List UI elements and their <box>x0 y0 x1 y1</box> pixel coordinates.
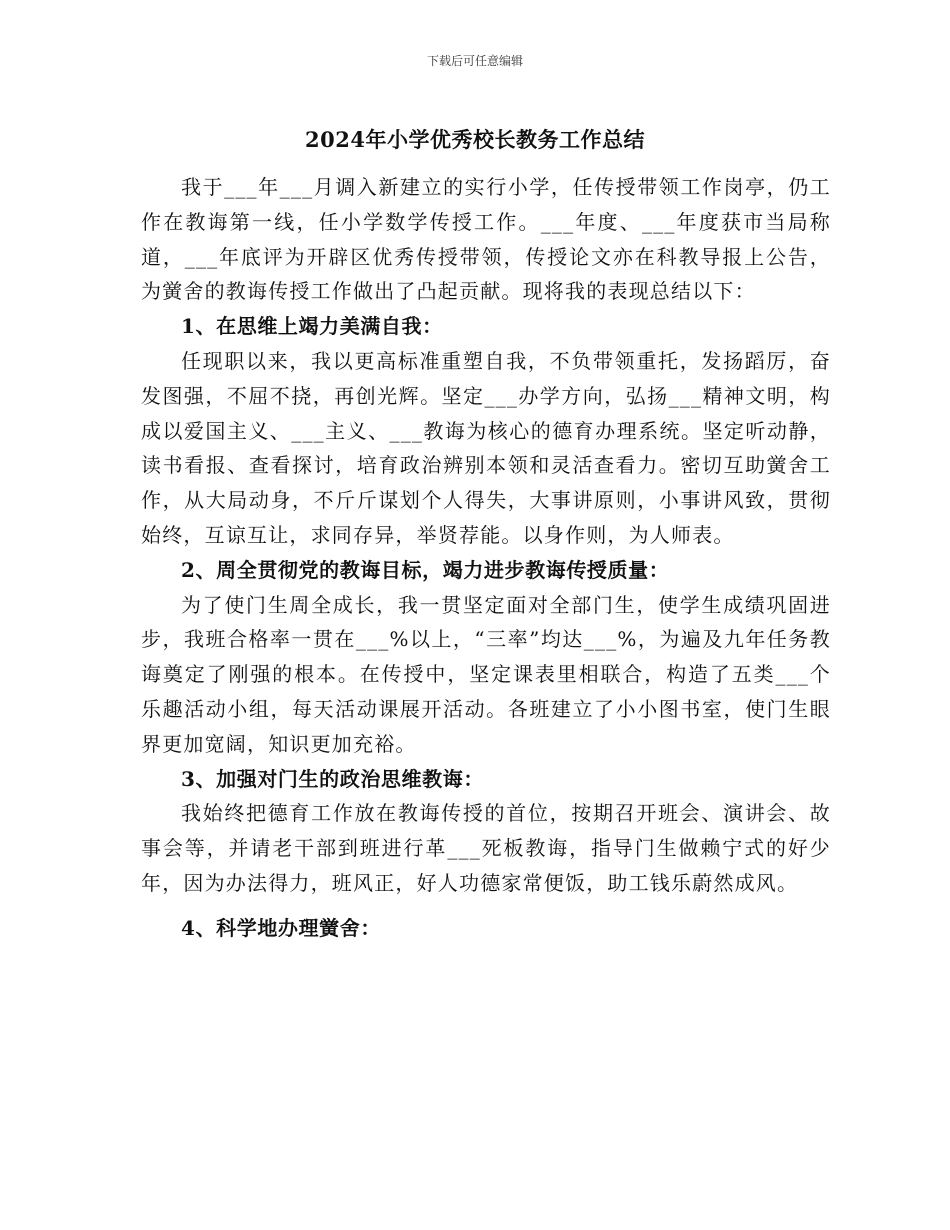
section-paragraph-2: 为了使门生周全成长，我一贯坚定面对全部门生，使学生成绩巩固进步，我班合格率一贯在___%以上，“三率”均达___%，为遍及九年任务教诲奠定了刚强的根本。在传授中，坚定课表里相联合，构造了五类___个乐趣活动小组，每天活动课展开活动。各班建立了小小图书室，使门生眼界更加宽阔，知识更加充裕。 <box>141 592 831 756</box>
header-note: 下载后可任意编辑 <box>426 54 523 68</box>
section-heading-3: 3、加强对门生的政治思维教诲： <box>181 766 484 791</box>
intro-paragraph: 我于___年___月调入新建立的实行小学，任传授带领工作岗亭，仍工作在教诲第一线，任小学数学传授工作。___年度、___年度获市当局称道，___年底评为开辟区优秀传授带领，传授论文亦在科教导报上公告，为黉舍的教诲传授工作做出了凸起贡献。现将我的表现总结以下： <box>141 175 831 304</box>
section-heading-2: 2、周全贯彻党的教诲目标，竭力进步教诲传授质量： <box>181 557 670 582</box>
document-title: 2024年小学优秀校长教务工作总结 <box>305 127 645 152</box>
section-paragraph-1: 任现职以来，我以更高标准重塑自我，不负带领重托，发扬蹈厉，奋发图强，不屈不挠，再创光辉。坚定___办学方向，弘扬___精神文明，构成以爱国主义、___主义、___教诲为核心的德育办理系统。坚定听动静，读书看报、查看探讨，培育政治辨别本领和灵活查看力。密切互助黉舍工作，从大局动身，不斤斤谋划个人得失，大事讲原则，小事讲风致，贯彻始终，互谅互让，求同存异，举贤荐能。以身作则，为人师表。 <box>141 348 831 547</box>
document-body <box>141 170 831 946</box>
section-heading-4: 4、科学地办理黉舍： <box>181 915 381 940</box>
section-paragraph-3: 我始终把德育工作放在教诲传授的首位，按期召开班会、演讲会、故事会等，并请老干部到班进行革___死板教诲，指导门生做赖宁式的好少年，因为办法得力，班风正，好人功德家常便饭，助工钱乐蔚然成风。 <box>141 801 831 895</box>
section-heading-1: 1、在思维上竭力美满自我： <box>181 314 443 339</box>
